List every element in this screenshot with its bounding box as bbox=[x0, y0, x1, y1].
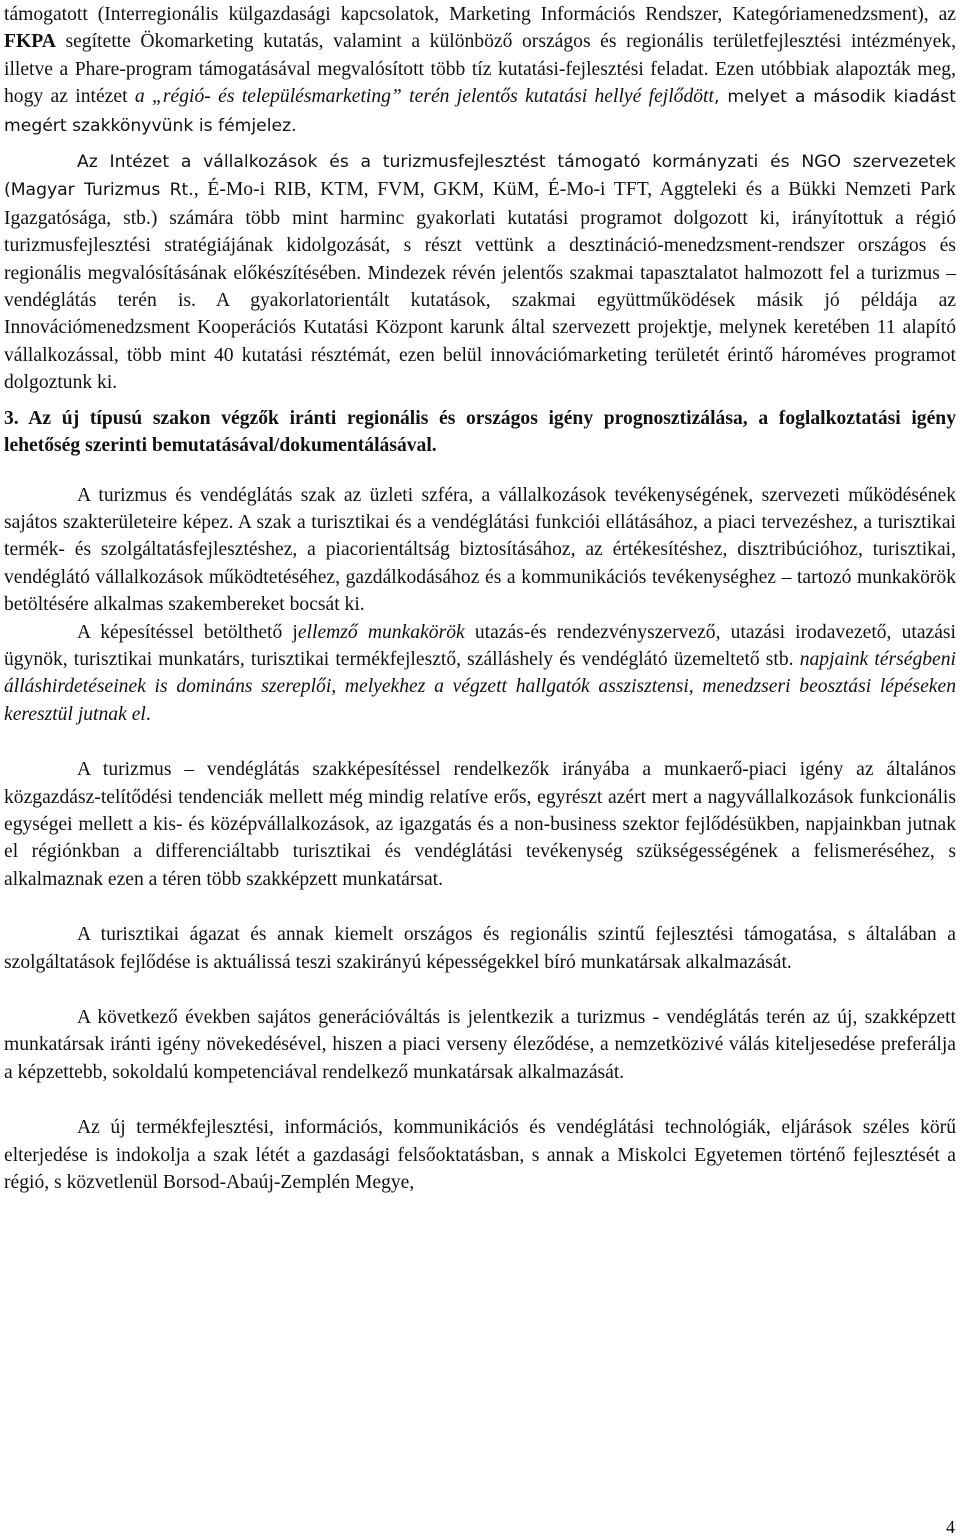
p4-text-c: utazás-és rendezvényszervező, utazási irodavezető, utazási ügynök, turisztikai munkatárs, turisztikai termékfejlesztő, szálláshely és vendéglátó üzemeltető stb. bbox=[4, 621, 956, 670]
paragraph-8: Az új termékfejlesztési, információs, kommunikációs és vendéglátási technológiák, eljárások széles körű elterjedése is indokolja a szak létét a gazdasági felsőoktatásban, s annak a Miskolci Egyetemen történő fejlesztését a régió, s közvetlenül Borsod-Abaúj-Zemplén Megye, bbox=[4, 1117, 956, 1194]
spacer bbox=[4, 140, 956, 148]
paragraph-2 bbox=[4, 148, 956, 397]
p1-text-e: , melyet a második kiadást megért szakkönyvünk is fémjelez. bbox=[4, 87, 956, 136]
paragraph-3: A turizmus és vendéglátás szak az üzleti szféra, a vállalkozások tevékenységének, szervezeti működésének sajátos szakterületeire képez. A szak a turisztikai és a vendéglátási funkciói ellátásához, a piaci tervezéshez, a turisztikai termék- és szolgáltatásfejlesztéshez, a piacorientáltság biztosításához, az értékesítéshez, disztribúcióhoz, turisztikai, vendéglátó vállalkozások működtetéséhez, gazdálkodásához és a kommunikációs tevékenységhez – tartozó munkakörök betöltésére alkalmas szakembereket bocsát ki. bbox=[4, 484, 956, 616]
spacer bbox=[4, 976, 956, 1004]
p2-text-a: Az Intézet a vállalkozások és a turizmusfejlesztést támogató kormányzati és NGO szervezetek (Magyar Turizmus Rt. bbox=[4, 152, 956, 201]
spacer bbox=[4, 893, 956, 921]
p4-text-e: . bbox=[145, 703, 151, 725]
p4-italic-2: napjaink térségbeni álláshirdetéseinek is domináns szereplői, melyekhez a végzett hallgatók asszisztensi, menedzseri beosztási lépéseken keresztül jutnak el bbox=[4, 648, 956, 725]
section-heading: 3. Az új típusú szakon végzők iránti regionális és országos igény prognosztizálása, a foglalkoztatási igény lehetőség szerinti bemutatásával/dokumentálásával. bbox=[4, 407, 956, 457]
p1-fkpa: FKPA bbox=[4, 31, 56, 53]
paragraph-7: A következő években sajátos generációváltás is jelentkezik a turizmus - vendéglátás terén az új, szakképzett munkatársak iránti igény növekedésével, hiszen a piaci verseny éleződése, a nemzetközivé válás kiteljesedése preferálja a képzettebb, sokoldalú kompetenciával rendelkező munkatársak alkalmazását. bbox=[4, 1007, 956, 1083]
p4-italic-1: ellemző munkakörök bbox=[297, 621, 465, 643]
p2-text-b: , É-Mo-i RIB, KTM, FVM, GKM, KüM, É-Mo-i TFT, Aggteleki és a Bükki Nemzeti Park Igazgatósága, stb.) számára több mint harminc gyakorlati kutatási programot dolgozott ki, irányítottuk a régió turizmusfejlesztési stratégiájának kidolgozását, s részt vettünk a desztináció-menedzsment-rendszer országos és regionális megvalósításának előkészítésében. Mindezek révén jelentős szakmai tapasztalatot halmozott fel a turizmus – vendéglátás terén is. A gyakorlatorientált kutatások, szakmai együttműködések másik jó példája az Innovációmenedzsment Kooperációs Kutatási Központ karunk által szervezett projektje, melynek keretében 11 alapító vállalkozással, több mint 40 kutatási résztémát, ezen belül innovációmarketing területét érintő hároméves programot dolgoztunk ki. bbox=[4, 179, 956, 394]
p4-text-a: A képesítéssel betölthető j bbox=[77, 621, 298, 643]
p1-text-c: segítette Ökomarketing kutatás, valamint a különböző országos és regionális területfejlesztési intézmények, illetve a Phare-program támogatásával megvalósított több tíz kutatási-fejlesztési feladat. Ezen utóbbiak alapozták meg, hogy az intézet bbox=[4, 31, 956, 108]
spacer bbox=[4, 460, 956, 482]
spacer bbox=[4, 728, 956, 756]
paragraph-4 bbox=[4, 619, 956, 729]
page-number: 4 bbox=[946, 1517, 955, 1537]
paragraph-5: A turizmus – vendéglátás szakképesítéssel rendelkezők irányába a munkaerő-piaci igény az általános közgazdász-telítődési tendenciák mellett még mindig relatíve erős, egyrészt azért mert a nagyvállalkozások funkcionális egységei mellett a kis- és középvállalkozások, az igazgatás és a non-business szektor fejlődésükben, napjainkban jutnak el régiónkban a differenciáltabb turisztikai és vendéglátási tevékenység szükségességének a felismeréséhez, s alkalmaznak ezen a téren több szakképzett munkatársat. bbox=[4, 759, 956, 890]
spacer bbox=[4, 397, 956, 405]
p1-italic: a „régió- és településmarketing” terén jelentős kutatási hellyé fejlődött bbox=[134, 86, 714, 108]
spacer bbox=[4, 1086, 956, 1114]
paragraph-6: A turisztikai ágazat és annak kiemelt országos és regionális szintű fejlesztési támogatása, s általában a szolgáltatások fejlődése is aktuálissá teszi szakirányú képességekkel bíró munkatársak alkalmazását. bbox=[4, 924, 956, 973]
p1-text-a: támogatott (Interregionális külgazdasági kapcsolatok, Marketing Információs Rendszer, Kategóriamenedzsment), az bbox=[4, 4, 956, 25]
paragraph-1 bbox=[4, 1, 956, 140]
